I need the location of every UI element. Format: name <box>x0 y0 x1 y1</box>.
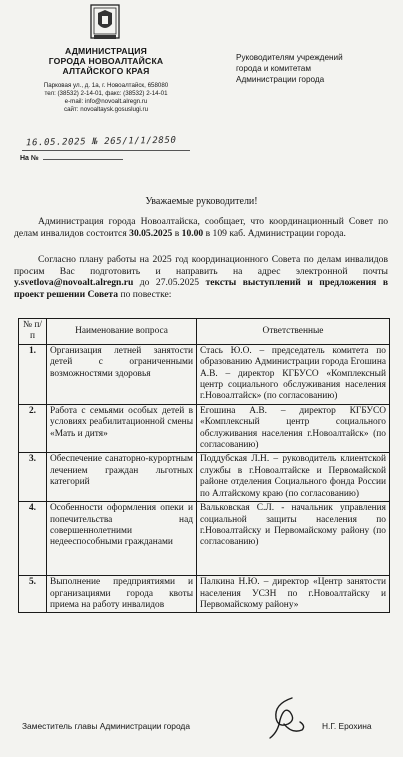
text: до 27.05.2025 <box>133 277 206 289</box>
table-row <box>19 502 390 576</box>
agenda-table <box>18 318 390 613</box>
reference-label: На № <box>20 155 39 162</box>
meeting-time: 10.00 <box>181 227 204 239</box>
org-line: АЛТАЙСКОГО КРАЯ <box>62 66 150 76</box>
table-row <box>19 576 390 613</box>
table-header-row <box>19 319 390 345</box>
row-number: 1. <box>19 344 47 404</box>
header-num: № п/п <box>19 319 47 345</box>
row-responsible: Палкина Н.Ю. – директор «Центр занятости населения УСЗН по г.Новоалтайску и Первомайскому району» <box>197 576 390 613</box>
org-phone: тел: (38532) 2-14-01, факс: (38532) 2-14-01 <box>44 90 168 98</box>
row-question: Работа с семьями особых детей в условиях реабилитационной смены «Мать и дитя» <box>47 404 197 453</box>
text: в <box>172 227 182 239</box>
row-number: 2. <box>19 404 47 453</box>
addressee-line: Руководителям учреждений <box>236 53 343 62</box>
organization-name <box>22 46 190 76</box>
addressee-line: Администрации города <box>236 75 325 84</box>
row-responsible: Поддубская Л.Н. – руководитель клиентской службы в г.Новоалтайске и Первомайской районе отделения Социального фонда России по Алтайскому краю (по согласованию) <box>197 453 390 502</box>
organization-contacts <box>22 82 190 114</box>
org-line: АДМИНИСТРАЦИЯ <box>64 46 148 56</box>
row-number: 3. <box>19 453 47 502</box>
row-question: Обеспечение санаторно-курортным лечением граждан льготных категорий <box>47 453 197 502</box>
table-row <box>19 344 390 404</box>
text: по повестке: <box>118 288 172 300</box>
signer-position: Заместитель главы Администрации города <box>22 721 190 731</box>
row-responsible: Егошина А.В. – директор КГБУСО «Комплексный центр социального обслуживания населения г.Новоалтайск» (по согласованию) <box>197 404 390 453</box>
row-number: 4. <box>19 502 47 576</box>
text: в 109 каб. Администрации города. <box>203 227 346 239</box>
registration-date-number: 16.05.2025 № 265/1/1/2850 <box>25 135 177 149</box>
text: Администрация города Новоалтайска, сообщает, что координационный Совет по делам инвалидов состоится <box>14 216 388 239</box>
reference-number-line <box>20 155 123 162</box>
coat-of-arms-emblem <box>90 4 120 42</box>
text: Согласно плану работы на 2025 год координационного Совета по делам инвалидов просим Вас подготовить и направить на адрес электронной почты <box>14 254 388 277</box>
row-question: Особенности оформления опеки и попечительства над совершеннолетними недееспособными гражданами <box>47 502 197 576</box>
row-responsible: Вальковская С.Л. - начальник управления социальной защиты населения по г.Новоалтайску и Первомайскому району (по согласованию) <box>197 502 390 576</box>
paragraph-request <box>14 254 388 300</box>
org-email: e-mail: info@novoalt.alregn.ru <box>64 98 148 106</box>
org-site: сайт: novoaltaysk.gosuslugi.ru <box>63 106 149 114</box>
header-question: Наименование вопроса <box>47 319 197 345</box>
org-address: Парковая ул., д. 1а, г. Новоалтайск, 658080 <box>43 82 169 89</box>
addressee-block <box>236 52 396 85</box>
paragraph-meeting-info <box>14 216 388 239</box>
row-responsible: Стась Ю.О. – председатель комитета по образованию Администрации города Егошина А.В. – директор КГБУСО «Комплексный центр социального обслуживания населения г.Новоалтайск» (по согласованию) <box>197 344 390 404</box>
handwritten-signature <box>262 694 308 742</box>
meeting-date: 30.05.2025 <box>129 227 173 239</box>
letter-greeting: Уважаемые руководители! <box>145 196 258 207</box>
row-number: 5. <box>19 576 47 613</box>
signer-name: Н.Г. Ерохина <box>322 721 372 731</box>
request-emphasis: тексты выступлений и предложения в проект решении Совета <box>14 277 388 300</box>
registration-line <box>22 150 190 151</box>
org-line: ГОРОДА НОВОАЛТАЙСКА <box>48 56 164 66</box>
addressee-line: города и комитетам <box>236 64 311 73</box>
reference-blank <box>43 159 123 160</box>
email-address: y.svetlova@novoalt.alregn.ru <box>14 277 134 289</box>
header-responsible: Ответственные <box>197 319 390 345</box>
table-row <box>19 453 390 502</box>
table-row <box>19 404 390 453</box>
row-question: Выполнение предприятиями и организациями города квоты приема на работу инвалидов <box>47 576 197 613</box>
row-question: Организация летней занятости детей с ограниченными возможностями здоровья <box>47 344 197 404</box>
